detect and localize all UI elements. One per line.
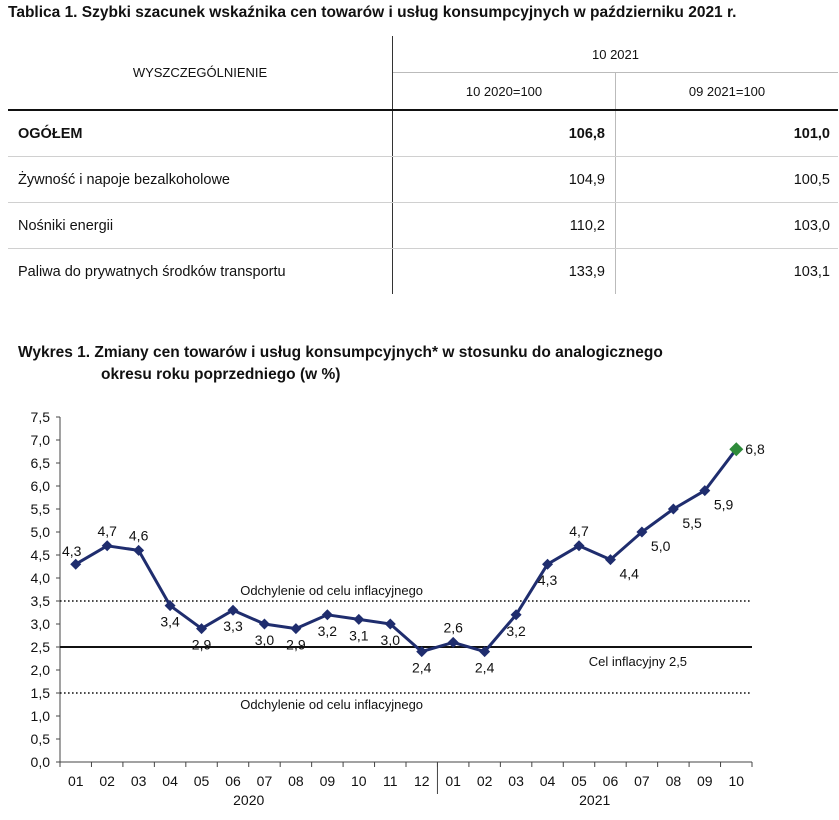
data-label: 6,8 [745,441,765,458]
data-label: 2,9 [191,636,212,653]
header-label: WYSZCZEGÓLNIENIE [8,36,393,110]
table-title: Tablica 1. Szybki szacunek wskaźnika cen towarów i usług konsumpcyjnych w październiku 2021 r. [8,4,737,21]
x-tick-label: 09 [697,773,713,789]
target-line-label: Cel inflacyjny 2,5 [588,654,688,669]
y-tick-label: 3,0 [30,616,50,632]
y-tick-label: 7,5 [30,409,50,425]
data-label: 2,4 [411,659,432,676]
y-tick-label: 2,5 [30,639,50,655]
y-tick-label: 0,5 [30,731,50,747]
data-point [322,609,333,620]
data-label: 5,0 [650,538,671,554]
data-label: 4,3 [537,572,558,589]
x-tick-label: 08 [665,773,682,789]
y-tick-label: 6,5 [30,455,50,471]
x-tick-label: 05 [193,773,210,789]
row-value-2: 100,5 [616,157,839,203]
y-tick-label: 4,0 [30,570,50,586]
cpi-table [8,36,838,294]
data-label: 3,2 [506,622,526,639]
data-label: 2,6 [443,619,463,636]
header-col2: 09 2021=100 [616,73,839,111]
x-tick-label: 03 [130,773,147,789]
x-tick-label: 12 [413,773,430,789]
row-label: OGÓŁEM [8,110,393,157]
year-label: 2020 [233,792,265,808]
y-tick-label: 7,0 [30,432,50,448]
table-row [8,110,838,157]
data-label: 2,9 [286,636,306,653]
y-tick-label: 1,0 [30,708,50,724]
y-tick-label: 2,0 [30,662,50,678]
x-tick-label: 01 [445,773,461,789]
data-label: 3,3 [223,618,243,635]
chart-title-line2: okresu roku poprzedniego (w %) [101,366,341,383]
line-chart [0,395,839,820]
data-label: 4,4 [619,565,639,582]
data-label: 3,2 [317,622,338,639]
x-tick-label: 05 [571,773,587,789]
x-tick-label: 01 [67,773,84,789]
table-row [8,157,838,203]
row-label: Paliwa do prywatnych środków transportu [8,249,393,295]
x-tick-label: 10 [728,773,745,789]
table-header-row [8,36,838,73]
data-label: 5,5 [682,515,702,531]
row-value-1: 110,2 [393,203,616,249]
data-label: 3,4 [160,613,180,630]
deviation-line-label: Odchylenie od celu inflacyjnego [240,583,424,598]
row-value-2: 103,0 [616,203,839,249]
y-tick-label: 5,5 [30,501,50,517]
data-label: 3,0 [380,632,401,648]
x-tick-label: 08 [288,773,304,789]
data-point [259,619,270,630]
data-label: 2,4 [474,659,495,676]
row-value-1: 104,9 [393,157,616,203]
row-value-1: 133,9 [393,249,616,295]
data-label: 3,1 [349,627,369,644]
header-col1: 10 2020=100 [393,73,616,111]
y-tick-label: 4,5 [30,547,50,563]
table-row [8,203,838,249]
x-tick-label: 07 [256,773,273,789]
row-value-1: 106,8 [393,110,616,157]
x-tick-label: 02 [99,773,115,789]
y-tick-label: 6,0 [30,478,50,494]
chart-title-line1: Wykres 1. Zmiany cen towarów i usług konsumpcyjnych* w stosunku do analogicznego [18,344,663,361]
y-tick-label: 5,0 [30,524,50,540]
y-tick-label: 3,5 [30,593,50,609]
header-period: 10 2021 [393,36,839,73]
x-tick-label: 10 [351,773,367,789]
row-label: Nośniki energii [8,203,393,249]
x-tick-label: 11 [382,773,398,789]
row-value-2: 103,1 [793,263,830,280]
x-tick-label: 03 [508,773,524,789]
data-label: 4,3 [61,543,82,560]
chart-title [18,342,663,386]
row-value-2: 101,0 [616,110,839,157]
table-row [8,249,838,295]
data-point [353,614,364,625]
data-label: 4,7 [97,522,117,539]
data-point [290,623,301,634]
y-tick-label: 0,0 [30,754,50,770]
y-tick-label: 1,5 [30,685,50,701]
x-tick-label: 02 [476,773,493,789]
row-label: Żywność i napoje bezalkoholowe [8,157,393,203]
x-tick-label: 09 [319,773,336,789]
x-tick-label: 06 [225,773,241,789]
data-label: 4,6 [128,527,149,544]
x-tick-label: 06 [602,773,619,789]
data-label: 3,0 [254,632,275,648]
year-label: 2021 [579,792,611,808]
x-tick-label: 07 [634,773,650,789]
x-tick-label: 04 [162,773,178,789]
deviation-line-label: Odchylenie od celu inflacyjnego [240,697,424,712]
data-label: 4,7 [569,522,589,539]
data-label: 5,9 [713,496,734,513]
x-tick-label: 04 [539,773,556,789]
